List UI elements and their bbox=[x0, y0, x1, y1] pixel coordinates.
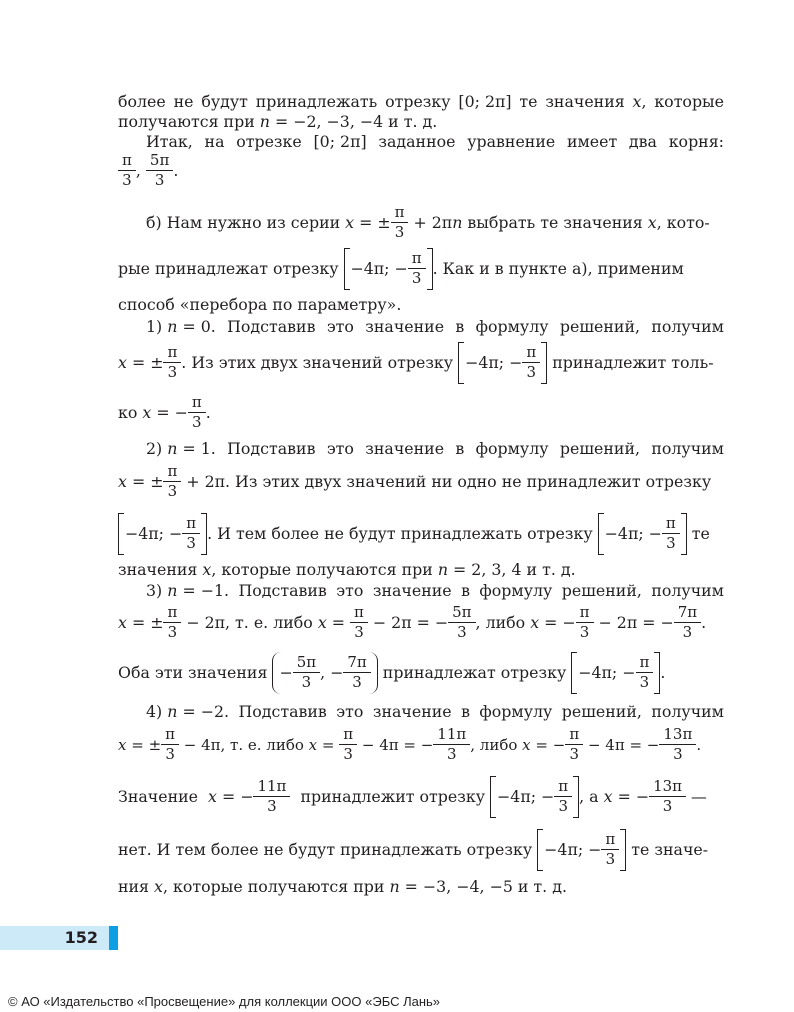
interval-bracket: −4π; − $\frac{\pi}{3}$ bbox=[598, 513, 687, 555]
text-line: способ «перебора по параметру». bbox=[118, 295, 402, 314]
fraction: $\frac{5\pi}{3}$ bbox=[148, 152, 171, 190]
text-line: 2) n = 1. Подставив это значение в формулу решений, получим bbox=[146, 439, 724, 458]
math-line: x = ± $\frac{\pi}{3}$ . Из этих двух значений отрезку −4π; − $\frac{\pi}{3}$ принадлежит толь- bbox=[118, 342, 724, 384]
math-line: нет. И тем более не будут принадлежать отрезку −4π; − $\frac{\pi}{3}$ те значе- bbox=[118, 829, 724, 871]
fraction: $\frac{5\pi}{3}$ bbox=[295, 654, 318, 692]
text-line: получаются при n = −2, −3, −4 и т. д. bbox=[118, 112, 438, 131]
math-line: −4π; − $\frac{\pi}{3}$ . И тем более не будут принадлежать отрезку −4π; − $\frac{\pi}{3}$ те bbox=[118, 513, 724, 555]
fraction: $\frac{11\pi}{3}$ bbox=[435, 726, 468, 764]
fraction: $\frac{\pi}{3}$ bbox=[638, 654, 652, 692]
math-line: $\frac{\pi}{3}$ , $\frac{5\pi}{3}$ . bbox=[118, 152, 724, 190]
fraction: $\frac{5\pi}{3}$ bbox=[450, 604, 473, 642]
math-line: рые принадлежат отрезку −4π; − $\frac{\pi}{3}$ . Как и в пункте а), применим bbox=[118, 248, 724, 290]
interval-bracket: −4π; − $\frac{\pi}{3}$ bbox=[490, 776, 579, 818]
math-line: x = ± $\frac{\pi}{3}$ − 4π, т. е. либо x = $\frac{\pi}{3}$ − 4π = − $\frac{11\pi}{3}$ , либо x = − $\frac{\pi}{3}$ − 4π = − $\frac{13\pi}{3}$ . bbox=[118, 725, 702, 764]
fraction: $\frac{\pi}{3}$ bbox=[165, 344, 179, 382]
page-number: 152 bbox=[64, 928, 98, 947]
math-line: Оба эти значения − $\frac{5\pi}{3}$ , − $\frac{7\pi}{3}$ принадлежат отрезку −4π; − $\frac{\pi}{3}$ . bbox=[118, 652, 724, 694]
fraction: $\frac{\pi}{3}$ bbox=[556, 778, 570, 816]
interval-bracket: −4π; − $\frac{\pi}{3}$ bbox=[344, 248, 433, 290]
fraction: $\frac{7\pi}{3}$ bbox=[676, 604, 699, 642]
fraction: $\frac{\pi}{3}$ bbox=[165, 604, 179, 642]
fraction: $\frac{\pi}{3}$ bbox=[578, 604, 592, 642]
text-line: значения x, которые получаются при n = 2, 3, 4 и т. д. bbox=[118, 560, 576, 579]
text-line: ния x, которые получаются при n = −3, −4, −5 и т. д. bbox=[118, 877, 567, 896]
fraction: $\frac{\pi}{3}$ bbox=[410, 250, 424, 288]
copyright-notice: © АО «Издательство «Просвещение» для коллекции ООО «ЭБС Лань» bbox=[8, 994, 441, 1009]
fraction: $\frac{13\pi}{3}$ bbox=[661, 726, 694, 764]
fraction: $\frac{\pi}{3}$ bbox=[341, 726, 355, 764]
math-line: x = ± $\frac{\pi}{3}$ − 2π, т. е. либо x = $\frac{\pi}{3}$ − 2π = − $\frac{5\pi}{3}$ , либо x = − $\frac{\pi}{3}$ − 2π = − $\frac{7\pi}{3}$ . bbox=[118, 603, 707, 642]
fraction: $\frac{\pi}{3}$ bbox=[184, 515, 198, 553]
math-line: б) Нам нужно из серии x = ± $\frac{\pi}{3}$ + 2πn выбрать те значения x, кото- bbox=[146, 203, 710, 242]
fraction: $\frac{\pi}{3}$ bbox=[603, 831, 617, 869]
text-line: более не будут принадлежать отрезку [0; 2π] те значения x, которые bbox=[118, 92, 724, 111]
fraction: $\frac{\pi}{3}$ bbox=[664, 515, 678, 553]
fraction: $\frac{13\pi}{3}$ bbox=[651, 778, 684, 816]
fraction: $\frac{\pi}{3}$ bbox=[120, 152, 134, 190]
text-line: Итак, на отрезке [0; 2π] заданное уравнение имеет два корня: bbox=[146, 132, 724, 151]
fraction: $\frac{7\pi}{3}$ bbox=[345, 654, 368, 692]
fraction: $\frac{\pi}{3}$ bbox=[352, 604, 366, 642]
pair-parentheses: − $\frac{5\pi}{3}$ , − $\frac{7\pi}{3}$ bbox=[272, 652, 377, 694]
fraction: $\frac{\pi}{3}$ bbox=[567, 726, 581, 764]
interval-bracket: −4π; − $\frac{\pi}{3}$ bbox=[571, 652, 660, 694]
interval-bracket: −4π; − $\frac{\pi}{3}$ bbox=[118, 513, 207, 555]
interval-bracket: −4π; − $\frac{\pi}{3}$ bbox=[458, 342, 547, 384]
text-line: 4) n = −2. Подставив это значение в формулу решений, получим bbox=[146, 702, 724, 721]
page-number-accent bbox=[109, 926, 118, 950]
fraction: $\frac{\pi}{3}$ bbox=[163, 726, 177, 764]
text-line: 3) n = −1. Подставив это значение в формулу решений, получим bbox=[146, 581, 724, 600]
fraction: $\frac{11\pi}{3}$ bbox=[255, 778, 288, 816]
text-line: 1) n = 0. Подставив это значение в формулу решений, получим bbox=[146, 317, 724, 336]
fraction: $\frac{\pi}{3}$ bbox=[190, 394, 204, 432]
math-line: ко x = − $\frac{\pi}{3}$ . bbox=[118, 393, 211, 432]
fraction: $\frac{\pi}{3}$ bbox=[393, 204, 407, 242]
math-line: Значение x = − $\frac{11\pi}{3}$ принадлежит отрезку −4π; − $\frac{\pi}{3}$ , а x = − $\frac{13\pi}{3}$ — bbox=[118, 776, 724, 818]
math-line: x = ± $\frac{\pi}{3}$ + 2π. Из этих двух значений ни одно не принадлежит отрезку bbox=[118, 462, 712, 501]
fraction: $\frac{\pi}{3}$ bbox=[524, 344, 538, 382]
interval-bracket: −4π; − $\frac{\pi}{3}$ bbox=[537, 829, 626, 871]
fraction: $\frac{\pi}{3}$ bbox=[165, 463, 179, 501]
